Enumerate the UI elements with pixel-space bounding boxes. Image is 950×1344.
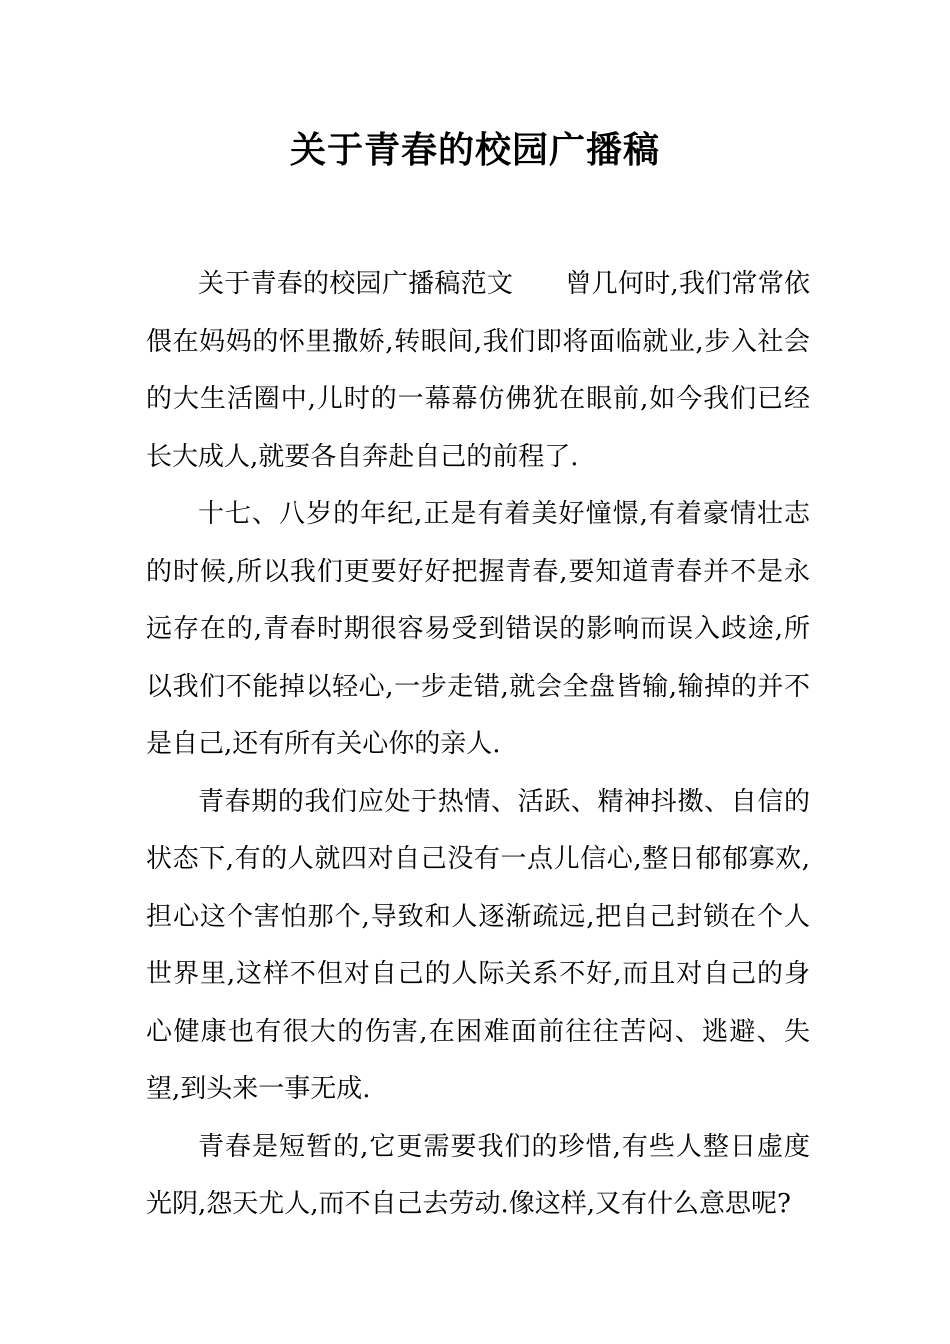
paragraph-3: 青春期的我们应处于热情、活跃、精神抖擞、自信的状态下,有的人就四对自己没有一点儿信心,整日郁郁寡欢,担心这个害怕那个,导致和人逐渐疏远,把自己封锁在个人世界里,这样不但对自己的人际关系不好,而且对自己的身心健康也有很大的伤害,在困难面前往往苦闷、逃避、失望,到头来一事无成. — [146, 786, 810, 1104]
paragraph-4: 青春是短暂的,它更需要我们的珍惜,有些人整日虚度光阴,怨天尤人,而不自己去劳动.像这样,又有什么意思呢? — [146, 1131, 810, 1219]
document-body — [146, 256, 810, 1234]
paragraph-2: 十七、八岁的年纪,正是有着美好憧憬,有着豪情壮志的时候,所以我们更要好好把握青春,要知道青春并不是永远存在的,青春时期很容易受到错误的影响而误入歧途,所以我们不能掉以轻心,一步走错,就会全盘皆输,输掉的并不是自己,还有所有关心你的亲人. — [146, 499, 810, 759]
document-title: 关于青春的校园广播稿 — [289, 130, 660, 171]
paragraph-1-text: 曾几何时,我们常常依偎在妈妈的怀里撒娇,转眼间,我们即将面临就业,步入社会的大生活圈中,儿时的一幕幕仿佛犹在眼前,如今我们已经长大成人,就要各自奔赴自己的前程了. — [146, 269, 810, 472]
paragraph-1 — [146, 256, 810, 486]
intro-heading: 关于青春的校园广播稿范文 — [198, 269, 514, 299]
